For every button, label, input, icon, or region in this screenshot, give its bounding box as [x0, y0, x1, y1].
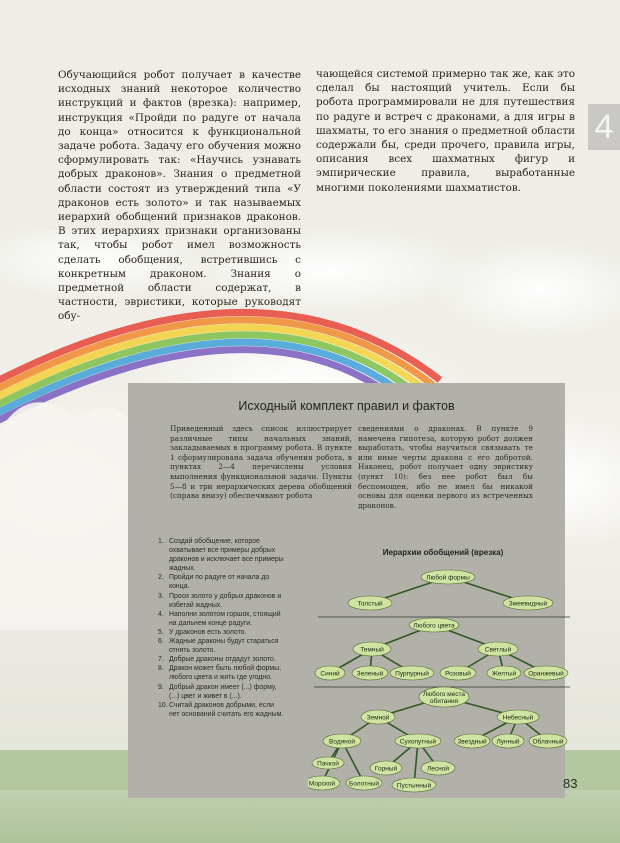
node-label: Небесный — [502, 714, 534, 722]
node-label: Светлый — [484, 646, 512, 654]
list-item: 10. Считай драконов добрыми, если нет оснований считать его жадным. — [158, 701, 284, 718]
node-label: Любой формы — [426, 574, 470, 582]
node-label: Горный — [374, 765, 398, 773]
node-label: Пачкой — [317, 760, 339, 768]
node-label: Змеевидный — [508, 600, 548, 608]
node-label: Лесной — [427, 765, 449, 773]
node-label: Сухопутный — [399, 738, 437, 746]
node-label: Пустынный — [396, 782, 432, 790]
node-label: Зеленый — [356, 670, 384, 678]
node-label: Любого места — [423, 691, 465, 698]
list-item: 5. У драконов есть золото. — [158, 628, 247, 636]
list-item: 3. Проси золото у добрых драконов и избегай жадных. — [158, 592, 282, 609]
list-item: 7. Добрые драконы отдадут золото. — [158, 656, 276, 664]
node-label: Пурпурный — [395, 670, 429, 678]
list-item: 9. Добрый дракон имеет (...) форму, (...) цвет и живет в (...). — [158, 683, 277, 700]
list-item: 2. Пройди по радуге от начала до конца. — [158, 574, 270, 591]
cloud-left-mass — [0, 402, 140, 630]
node-label: Темный — [360, 646, 384, 654]
body-column-left: Обучающийся робот получает в качестве исходных знаний некоторое количество инструкций и фактов (врезка): например, инструкция «Пройди по радуге от начала до конца» относится к функциональной задаче робота. Задачу его обучения можно сформулировать так: «Научись узнавать добрых драконов». Знания о предметной области состоят из утверждений типа «У драконов есть золото» и так называемых иерархий обобщений признаков драконов. В этих иерархиях признаки организованы так, чтобы робот имел возможность сделать обобщения, встретившись с конкретным драконом. Знания о предметной области содержат, в частности, эвристики, которые руководят обу- — [58, 69, 301, 323]
node-label: Болотный — [349, 780, 379, 788]
panel-intro-right: сведениями о драконах. В пункте 9 намечена гипотеза, которую робот должен выработать, чтобы научиться связывать те или иные черты дракона с его добротой. Наконец, робот получает одну эвристику (пункт 10): без нее робот был бы беспомощен, ибо не имел бы никакой основы для оценки первого из встреченных драконов. — [358, 424, 533, 510]
page-number: 83 — [563, 776, 578, 791]
node-label: Любого цвета — [413, 622, 455, 630]
panel-intro-left: Приведенный здесь список иллюстрирует различные типы начальных знаний, закладываемых в программу робота. В пункте 1 сформулирована задача обучения робота, в пунктах 2—4 перечислены условия выполнения функциональной задачи. Пункты 5—8 и три иерархических дерева обобщений (справа внизу) обеспечивают робота — [170, 424, 352, 501]
node-label: Лунный — [496, 738, 520, 746]
chapter-tab: 4 — [588, 104, 620, 150]
node-label: Облачный — [532, 738, 564, 746]
node-label: Синий — [320, 670, 340, 678]
node-label: Морской — [308, 780, 336, 788]
node-label: Звездный — [457, 738, 487, 746]
list-item: 8. Дракон может быть любой формы, любого цвета и жить где угодно. — [158, 665, 281, 682]
panel-title: Исходный комплект правил и фактов — [238, 399, 455, 413]
node-label: Розовый — [445, 670, 471, 678]
list-item: 6. Жадные драконы будут стараться отнять золото. — [158, 638, 279, 655]
hierarchy-diagram — [308, 535, 570, 795]
list-item: 4. Наполни золотом горшок, стоящий на дальнем конце радуги. — [158, 610, 281, 627]
diagram-title: Иерархии обобщений (врезка) — [382, 548, 504, 557]
rules-list — [158, 537, 286, 719]
node-label: обитания — [429, 698, 459, 705]
node-label: Толстый — [357, 600, 383, 608]
sidebar-panel — [128, 383, 565, 798]
body-column-right: чающейся системой примерно так же, как это сделал бы настоящий учитель. Если бы робота программировали не для путешествия по радуге и встреч с драконами, а для игры в шахматы, то его знания о предметной области содержали бы, среди прочего, правила игры, описания всех шахматных фигур и эмпирические правила, выработанные многими поколениями шахматистов. — [316, 68, 575, 194]
list-item: 1. Создай обобщение, которое охватывает все примеры добрых драконов и исключает все примеры жадных. — [158, 538, 284, 573]
node-label: Земной — [366, 714, 390, 722]
node-label: Желтый — [491, 670, 517, 678]
node-label: Водяной — [329, 738, 355, 746]
node-label: Оранжевый — [528, 670, 564, 678]
